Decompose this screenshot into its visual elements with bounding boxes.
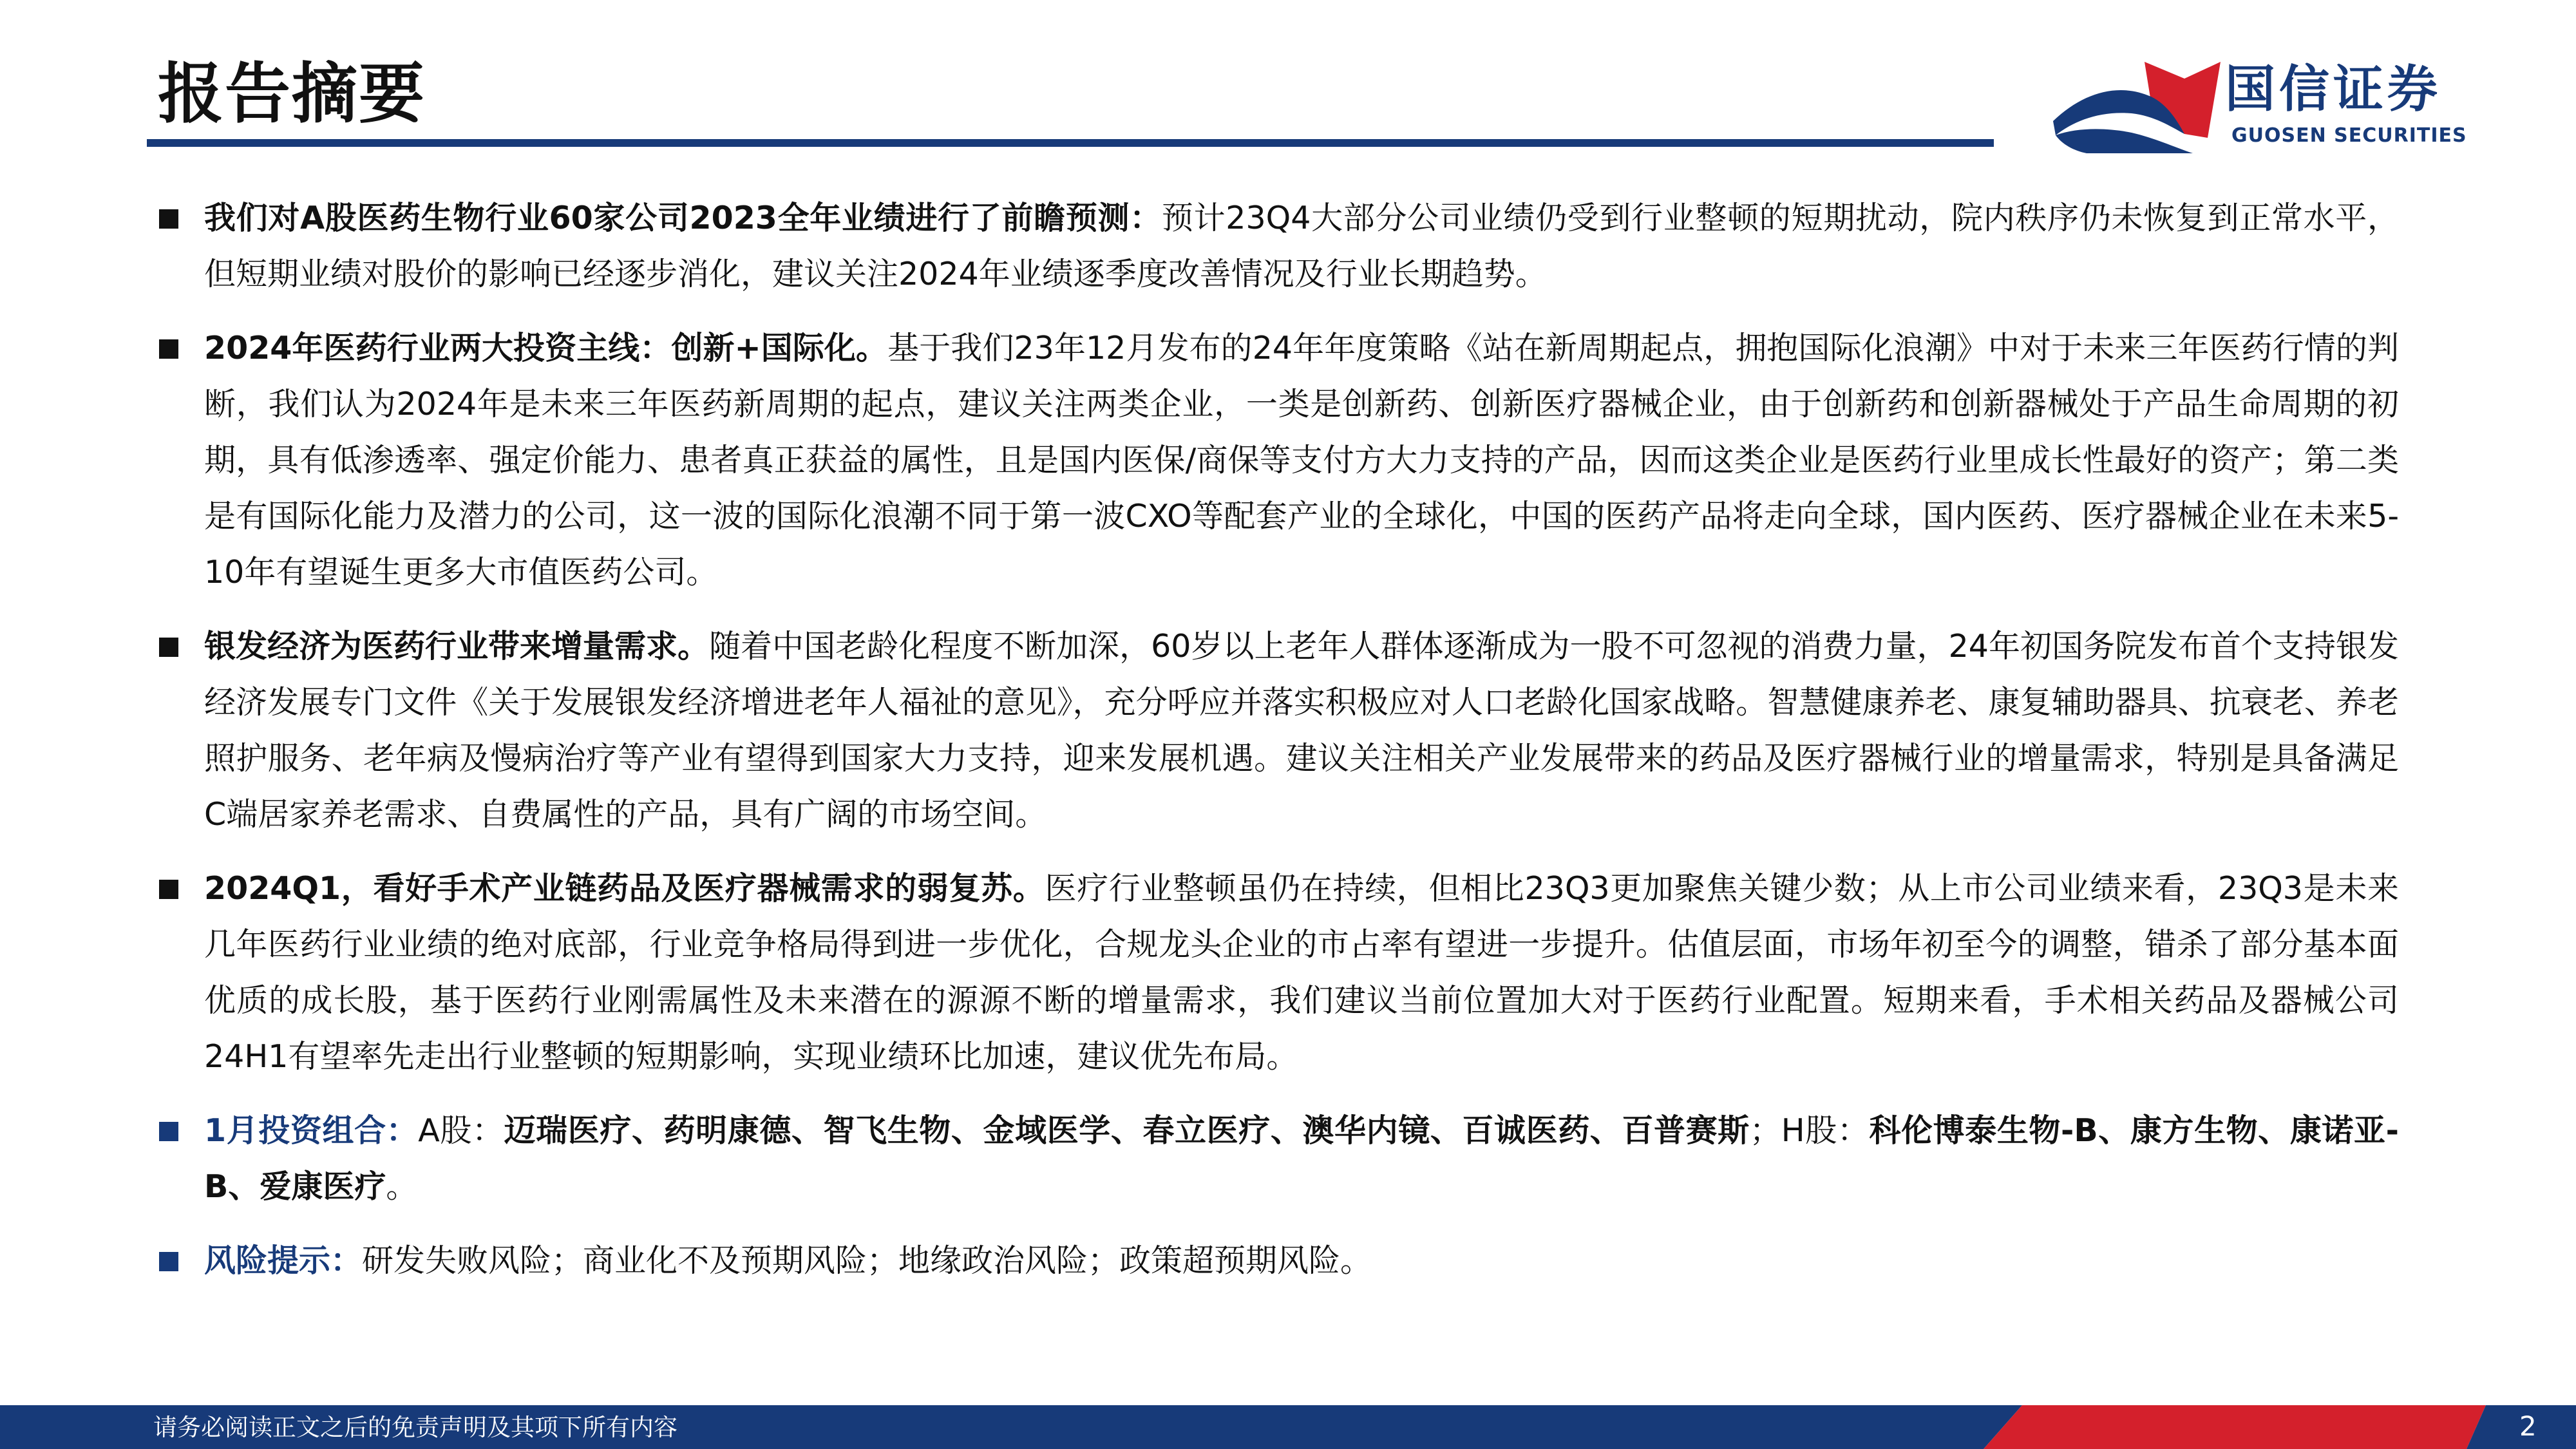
square-bullet-icon [159,339,178,359]
summary-bullet [158,618,2399,842]
bullet-heading: 2024Q1，看好手术产业链药品及医疗器械需求的弱复苏。 [204,870,1045,907]
brand-name: 国信证券 [2225,61,2442,118]
h-share-stocks: 科伦博泰生物-B、康方生物、康诺亚-B、爱康医疗 [204,1112,2399,1205]
bullet-text: 医疗行业整顿虽仍在持续，但相比23Q3更加聚焦关键少数；从上市公司业绩来看，23Q3是未来几年医药行业业绩的绝对底部，行业竞争格局得到进一步优化，合规龙头企业的市占率有望进一步提升。估值层面，市场年初至今的调整，错杀了部分基本面优质的成长股，基于医药行业刚需属性及未来潜在的源源不断的增量需求，我们建议当前位置加大对于医药行业配置。短期来看，手术相关药品及器械公司24H1有望率先走出行业整顿的短期影响，实现业绩环比加速，建议优先布局。 [204,870,2399,1075]
portfolio-separator: ； [1749,1112,1781,1149]
square-bullet-icon [159,209,178,229]
bullet-heading: 我们对A股医药生物行业60家公司2023全年业绩进行了前瞻预测： [204,200,1162,236]
square-bullet-icon [159,638,178,657]
bullet-heading: 银发经济为医药行业带来增量需求。 [204,628,710,665]
square-bullet-icon [159,1122,178,1141]
a-share-stocks: 迈瑞医疗、药明康德、智飞生物、金域医学、春立医疗、澳华内镜、百诚医药、百普赛斯 [504,1112,1750,1149]
h-share-label: H股： [1781,1112,1870,1149]
risk-text: 研发失败风险；商业化不及预期风险；地缘政治风险；政策超预期风险。 [362,1242,1372,1279]
report-summary [158,190,2399,1307]
bullet-text: 随着中国老龄化程度不断加深，60岁以上老年人群体逐渐成为一股不可忽视的消费力量，24年初国务院发布首个支持银发经济发展专门文件《关于发展银发经济增进老年人福祉的意见》，充分呼应并落实积极应对人口老龄化国家战略。智慧健康养老、康复辅助器具、抗衰老、养老照护服务、老年病及慢病治疗等产业有望得到国家大力支持，迎来发展机遇。建议关注相关产业发展带来的药品及医疗器械行业的增量需求，特别是具备满足C端居家养老需求、自费属性的产品，具有广阔的市场空间。 [204,628,2399,833]
page-title: 报告摘要 [158,56,426,133]
summary-bullet [158,860,2399,1084]
portfolio-end: 。 [386,1168,418,1205]
square-bullet-icon [159,880,178,899]
risk-heading: 风险提示： [204,1242,363,1279]
brand-name-en: GUOSEN SECURITIES [2231,124,2467,147]
footer-disclaimer: 请务必阅读正文之后的免责声明及其项下所有内容 [153,1414,677,1441]
portfolio-heading: 1月投资组合： [204,1112,419,1149]
bullet-text: 基于我们23年12月发布的24年年度策略《站在新周期起点，拥抱国际化浪潮》中对于未来三年医药行情的判断，我们认为2024年是未来三年医药新周期的起点，建议关注两类企业，一类是创新药、创新医疗器械企业，由于创新药和创新器械处于产品生命周期的初期，具有低渗透率、强定价能力、患者真正获益的属性，且是国内医保/商保等支付方大力支持的产品，因而这类企业是医药行业里成长性最好的资产；第二类是有国际化能力及潜力的公司，这一波的国际化浪潮不同于第一波CXO等配套产业的全球化，中国的医药产品将走向全球，国内医药、医疗器械企业在未来5-10年有望诞生更多大市值医药公司。 [204,330,2399,591]
footer-bar [0,1405,2576,1449]
square-bullet-icon [159,1252,178,1271]
portfolio-bullet [158,1103,2399,1215]
title-divider [147,139,1994,147]
summary-bullet [158,190,2399,302]
summary-bullet [158,320,2399,600]
page-number: 2 [2519,1410,2537,1442]
bullet-heading: 2024年医药行业两大投资主线：创新+国际化。 [204,330,888,366]
risk-bullet [158,1233,2399,1289]
a-share-label: A股： [418,1112,504,1149]
bullet-text: 预计23Q4大部分公司业绩仍受到行业整顿的短期扰动，院内秩序仍未恢复到正常水平，但短期业绩对股价的影响已经逐步消化，建议关注2024年业绩逐季度改善情况及行业长期趋势。 [204,200,2399,292]
guosen-logo-icon [2048,57,2225,156]
